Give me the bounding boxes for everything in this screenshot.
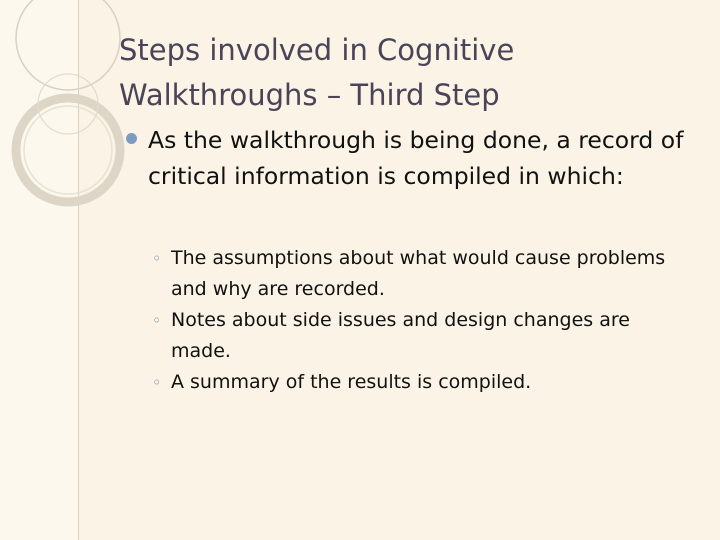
main-bullet-text: As the walkthrough is being done, a record of critical information is compiled in which: bbox=[148, 126, 684, 190]
hollow-circle-icon: ◦ bbox=[152, 373, 162, 392]
sub-bullet-item bbox=[152, 243, 692, 305]
deco-ring-large bbox=[16, 0, 120, 90]
sub-bullet-text: A summary of the results is compiled. bbox=[171, 371, 532, 393]
main-bullet bbox=[126, 122, 706, 194]
sub-bullet-item bbox=[152, 367, 692, 398]
sub-bullet-text: Notes about side issues and design changes are made. bbox=[171, 309, 630, 362]
title-line-2: Walkthroughs – Third Step bbox=[119, 78, 500, 112]
deco-ring-inner bbox=[24, 106, 112, 194]
sub-bullet-item bbox=[152, 305, 692, 367]
bullet-dot-icon bbox=[126, 133, 137, 144]
slide-title bbox=[119, 28, 699, 118]
hollow-circle-icon: ◦ bbox=[152, 249, 162, 268]
sub-bullet-text: The assumptions about what would cause problems and why are recorded. bbox=[171, 247, 666, 300]
hollow-circle-icon: ◦ bbox=[152, 311, 162, 330]
sub-bullet-list bbox=[152, 243, 692, 398]
deco-ring-thick bbox=[16, 98, 120, 202]
title-line-1: Steps involved in Cognitive bbox=[119, 33, 515, 67]
